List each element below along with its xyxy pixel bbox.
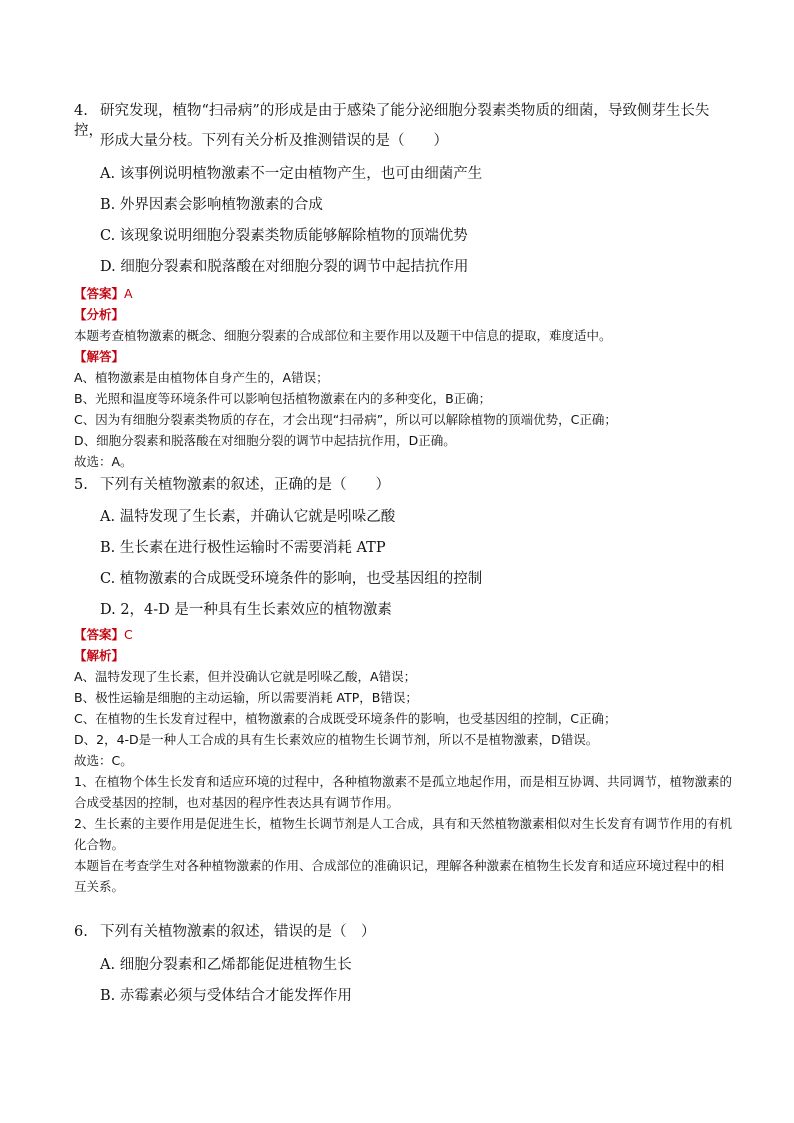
note-summary: 本题旨在考查学生对各种植物激素的作用、合成部位的准确识记，理解各种激素在植物生长发育和适应环境过程中的相互关系。 bbox=[74, 858, 725, 894]
option-c: C. 该现象说明细胞分裂素类物质能够解除植物的顶端优势 bbox=[100, 228, 468, 244]
question-4-stem-continued bbox=[74, 131, 734, 151]
analysis-line-d: D、2，4-D是一种人工合成的具有生长素效应的植物生长调节剂，所以不是植物激素，D错误。 bbox=[74, 732, 599, 747]
question-6 bbox=[74, 922, 734, 942]
question-stem: 下列有关植物激素的叙述，正确的是（ ） bbox=[100, 477, 390, 493]
answer-label: 【答案】 bbox=[74, 286, 125, 301]
answer-value: C bbox=[124, 627, 133, 642]
analysis-line-c: C、在植物的生长发育过程中，植物激素的合成既受环境条件的影响，也受基因组的控制，C正确； bbox=[74, 711, 617, 726]
option-d: D. 2，4-D 是一种具有生长素效应的植物激素 bbox=[100, 602, 392, 618]
question-stem-line-1: 研究发现，植物“扫帚病”的形成是由于感染了能分泌细胞分裂素类物质的细菌，导致侧芽生长失控， bbox=[74, 103, 710, 139]
answer-line bbox=[74, 283, 734, 304]
analysis-label: 【分析】 bbox=[74, 307, 125, 322]
note-1: 1、在植物个体生长发育和适应环境的过程中，各种植物激素不是孤立地起作用，而是相互协调、共同调节，植物激素的合成受基因的控制，也对基因的程序性表达具有调节作用。 bbox=[74, 774, 732, 810]
solution-conclusion: 故选：A。 bbox=[74, 454, 133, 469]
option-a: A. 细胞分裂素和乙烯都能促进植物生长 bbox=[100, 957, 352, 973]
question-stem: 下列有关植物激素的叙述，错误的是（ ） bbox=[100, 924, 376, 940]
answer-value: A bbox=[124, 286, 133, 301]
question-5 bbox=[74, 475, 734, 495]
answer-label: 【答案】 bbox=[74, 627, 125, 642]
option-b: B. 生长素在进行极性运输时不需要消耗 ATP bbox=[100, 540, 386, 556]
question-number: 6. bbox=[74, 924, 88, 940]
analysis-line-a: A、温特发现了生长素，但并没确认它就是吲哚乙酸，A错误； bbox=[74, 669, 417, 684]
solution-line-b: B、光照和温度等环境条件可以影响包括植物激素在内的多种变化，B正确； bbox=[74, 391, 492, 406]
option-a: A. 温特发现了生长素，并确认它就是吲哚乙酸 bbox=[100, 509, 396, 525]
question-number: 5. bbox=[74, 477, 88, 493]
option-c: C. 植物激素的合成既受环境条件的影响，也受基因组的控制 bbox=[100, 571, 483, 587]
solution-label: 【解答】 bbox=[74, 349, 125, 364]
analysis-conclusion: 故选：C。 bbox=[74, 753, 133, 768]
analysis-label: 【解析】 bbox=[74, 648, 125, 663]
answer-line bbox=[74, 624, 734, 645]
analysis-text: 本题考查植物激素的概念、细胞分裂素的合成部位和主要作用以及题干中信息的提取，难度适中。 bbox=[74, 328, 612, 343]
option-b: B. 外界因素会影响植物激素的合成 bbox=[100, 197, 323, 213]
solution-line-a: A、植物激素是由植物体自身产生的，A错误； bbox=[74, 370, 329, 385]
question-number: 4. bbox=[74, 103, 88, 119]
note-2: 2、生长素的主要作用是促进生长，植物生长调节剂是人工合成，具有和天然植物激素相似对生长发育有调节作用的有机化合物。 bbox=[74, 816, 732, 852]
option-b: B. 赤霉素必须与受体结合才能发挥作用 bbox=[100, 988, 352, 1004]
analysis-line-b: B、极性运输是细胞的主动运输，所以需要消耗 ATP，B错误； bbox=[74, 690, 418, 705]
solution-line-d: D、细胞分裂素和脱落酸在对细胞分裂的调节中起拮抗作用，D正确。 bbox=[74, 433, 456, 448]
question-4-answer-block bbox=[74, 283, 734, 472]
solution-line-c: C、因为有细胞分裂素类物质的存在，才会出现“扫帚病”，所以可以解除植物的顶端优势，C正确； bbox=[74, 412, 617, 427]
option-a: A. 该事例说明植物激素不一定由植物产生，也可由细菌产生 bbox=[100, 166, 483, 182]
question-5-answer-block bbox=[74, 624, 734, 897]
question-stem-line-2: 形成大量分枝。下列有关分析及推测错误的是（ ） bbox=[100, 133, 448, 149]
option-d: D. 细胞分裂素和脱落酸在对细胞分裂的调节中起拮抗作用 bbox=[100, 259, 469, 275]
